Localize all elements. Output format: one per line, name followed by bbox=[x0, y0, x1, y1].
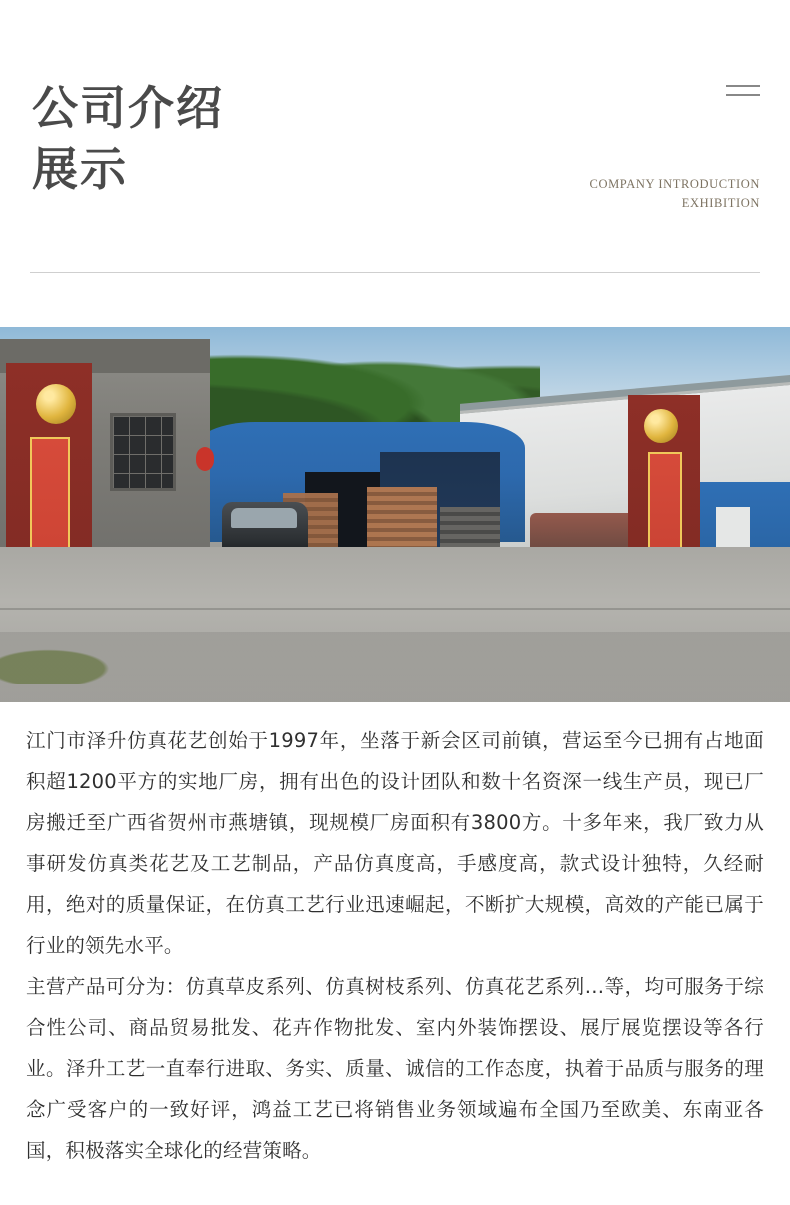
english-subtitle-line-2: EXHIBITION bbox=[681, 196, 760, 211]
hamburger-menu-icon[interactable] bbox=[726, 85, 760, 107]
red-lantern bbox=[196, 447, 214, 471]
intro-paragraph-2: 主营产品可分为：仿真草皮系列、仿真树枝系列、仿真花艺系列…等，均可服务于综合性公司、商品贸易批发、花卉作物批发、室内外装饰摆设、展厅展览摆设等各行业。泽升工艺一直奉行进取、务实、质量、诚信的工作态度，执着于品质与服务的理念广受客户的一致好评，鸿益工艺已将销售业务领域遍布全国乃至欧美、东南亚各国，积极落实全球化的经营策略。 bbox=[26, 975, 764, 1162]
factory-photo bbox=[0, 327, 790, 702]
page-title-line-1: 公司介绍 bbox=[32, 81, 224, 135]
english-subtitle bbox=[590, 175, 760, 214]
header-divider bbox=[30, 272, 760, 273]
pallet-stack-b bbox=[367, 487, 437, 552]
intro-paragraph-1: 江门市泽升仿真花艺创始于1997年，坐落于新会区司前镇，营运至今已拥有占地面积超1200平方的实地厂房，拥有出色的设计团队和数十名资深一线生产员，现已厂房搬迁至广西省贺州市燕塘镇，现规模厂房面积有3800方。十多年来，我厂致力从事研发仿真类花艺及工艺制品，产品仿真度高，手感度高，款式设计独特，久经耐用，绝对的质量保证，在仿真工艺行业迅速崛起，不断扩大规模，高效的产能已属于行业的领先水平。 bbox=[26, 729, 764, 957]
factory-photo-image bbox=[0, 327, 790, 702]
english-subtitle-line-1: COMPANY INTRODUCTION bbox=[589, 177, 760, 191]
company-introduction-text bbox=[0, 702, 790, 1171]
right-gold-ball bbox=[644, 409, 678, 443]
page-title-line-2: 展示 bbox=[32, 141, 128, 196]
page-title bbox=[32, 78, 224, 199]
hamburger-bar-1 bbox=[726, 85, 760, 87]
grass-patch bbox=[0, 646, 120, 684]
hamburger-bar-2 bbox=[726, 94, 760, 96]
ground-seam bbox=[0, 608, 790, 610]
gate-notice-panel bbox=[716, 507, 750, 549]
pallet-stack-c bbox=[440, 507, 500, 552]
barred-window bbox=[110, 413, 176, 491]
left-gold-ball bbox=[36, 384, 76, 424]
page-header bbox=[0, 0, 790, 210]
car-windshield bbox=[231, 508, 297, 528]
concrete-ground bbox=[0, 547, 790, 702]
